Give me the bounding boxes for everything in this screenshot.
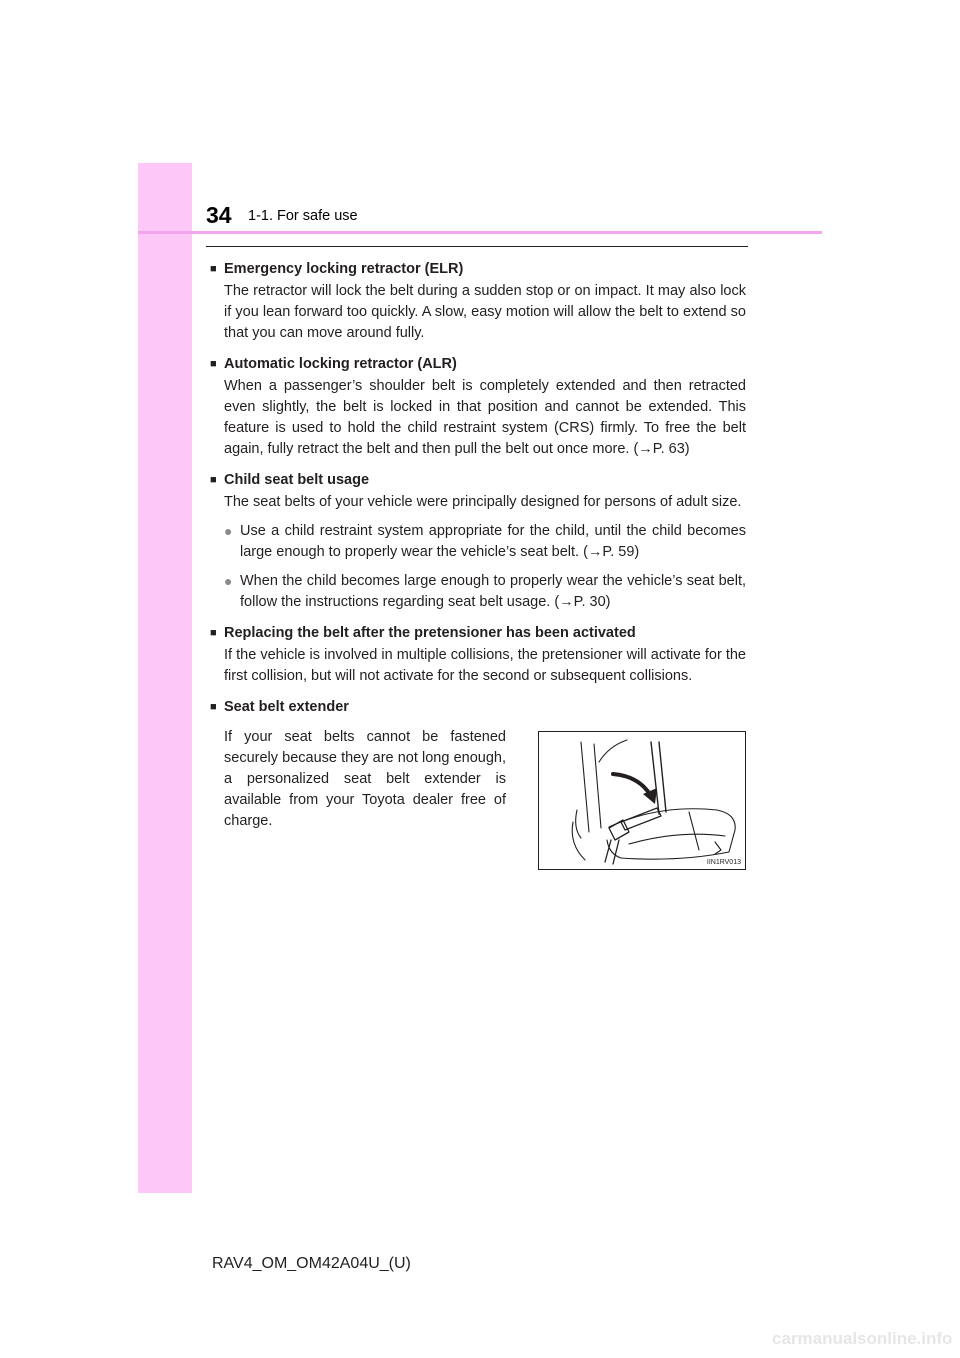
seat-belt-extender-illustration [538,731,746,870]
list-item: ● When the child becomes large enough to properly wear the vehicle’s seat belt, follow the instructions regarding seat belt usage. (→P. 30) [224,571,746,613]
content-divider [206,246,748,247]
section-heading: ■ Seat belt extender [210,697,746,719]
section-body: When a passenger’s shoulder belt is completely extended and then retracted even slightly, the belt is locked in that position and cannot be extended. This feature is used to hold the child restraint system (CRS) firmly. To free the belt again, fully retract the belt and then pull the belt out once more. (→P. 63) [224,378,746,457]
square-bullet-icon: ■ [210,358,217,370]
page-content [210,259,746,880]
side-tab-band [138,163,192,1193]
circle-bullet-icon: ● [224,573,233,589]
page-number: 34 [206,202,232,228]
square-bullet-icon: ■ [210,701,217,713]
document-code: RAV4_OM_OM42A04U_(U) [212,1255,411,1272]
section-body: If the vehicle is involved in multiple collisions, the pretensioner will activate for the first collision, but will not activate for the second or subsequent collisions. [224,647,746,684]
section-pretensioner [210,623,746,687]
figure-code: IIN1RV013 [706,859,741,866]
square-bullet-icon: ■ [210,474,217,486]
circle-bullet-icon: ● [224,523,233,539]
section-seat-belt-extender [210,697,746,870]
section-heading: ■ Child seat belt usage [210,470,746,492]
section-elr [210,259,746,344]
square-bullet-icon: ■ [210,627,217,639]
section-heading: ■ Replacing the belt after the pretensioner has been activated [210,623,746,645]
svg-text:carmanualsonline.info: carmanualsonline.info [772,1329,953,1348]
seat-illustration-icon [539,732,745,869]
watermark-logo [768,1318,958,1354]
header-rule [138,231,822,234]
section-body: The seat belts of your vehicle were principally designed for persons of adult size. [224,494,742,510]
list-item: ● Use a child restraint system appropriate for the child, until the child becomes large enough to properly wear the vehicle’s seat belt. (→P. 59) [224,521,746,563]
extender-row [210,723,746,870]
section-body: The retractor will lock the belt during a sudden stop or on impact. It may also lock if you lean forward too quickly. A slow, easy motion will allow the belt to extend so that you can move around fully. [224,283,746,341]
section-body: If your seat belts cannot be fastened securely because they are not long enough, a personalized seat belt extender is available from your Toyota dealer free of charge. [224,729,506,829]
section-title: 1-1. For safe use [248,208,358,224]
section-heading: ■ Automatic locking retractor (ALR) [210,354,746,376]
square-bullet-icon: ■ [210,263,217,275]
section-alr [210,354,746,460]
section-child-seat-belt [210,470,746,613]
section-heading: ■ Emergency locking retractor (ELR) [210,259,746,281]
